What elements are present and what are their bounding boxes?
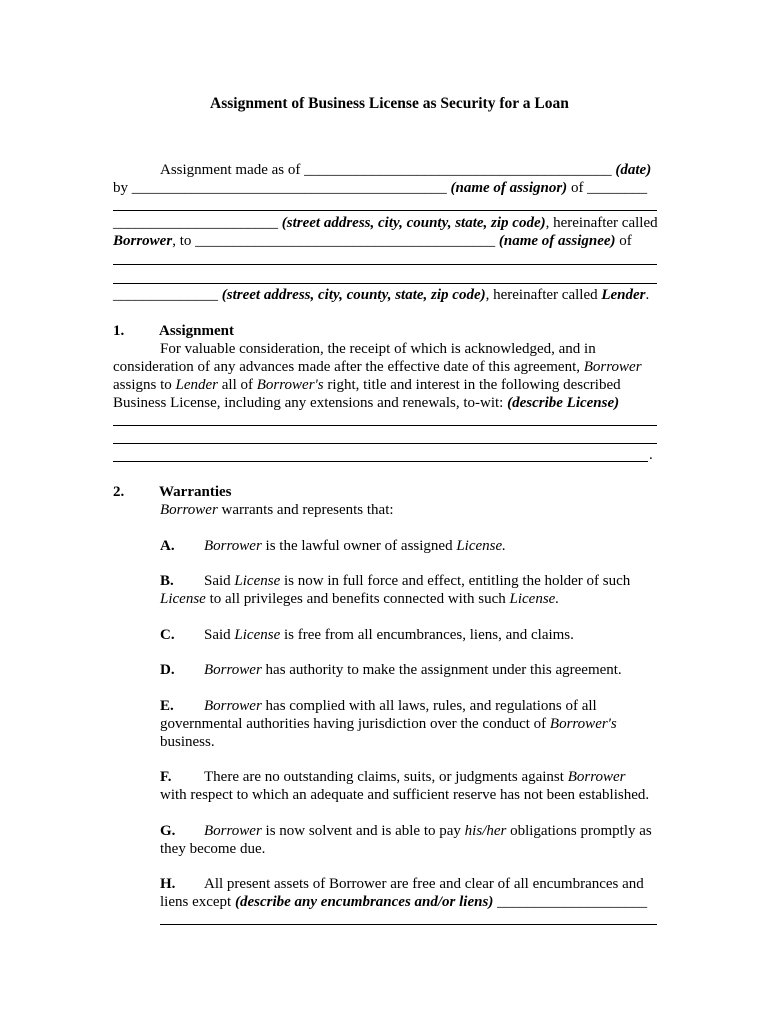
text: is free from all encumbrances, liens, and claims. — [280, 627, 574, 643]
period: . — [649, 447, 653, 463]
text: warrants and represents that: — [217, 502, 394, 518]
text: obligations promptly as — [506, 823, 652, 839]
section-2-intro — [160, 501, 394, 519]
section-title: Assignment — [159, 323, 235, 339]
text: is now solvent and is able to pay — [261, 823, 465, 839]
date-blank[interactable]: _________________________________________ — [304, 162, 612, 178]
intro-line-5 — [113, 286, 649, 304]
intro-text: , hereinafter called — [485, 287, 602, 303]
blank-line[interactable] — [113, 283, 657, 284]
warranty-a — [160, 537, 506, 555]
blank-line[interactable] — [113, 461, 648, 462]
item-label: H. — [160, 876, 176, 892]
license-term: License — [234, 573, 281, 589]
text: has authority to make the assignment under this agreement. — [261, 662, 622, 678]
section-1-text — [113, 394, 619, 412]
text: to all privileges and benefits connected with such — [205, 591, 510, 607]
license-term: License — [160, 591, 206, 607]
text: consideration of any advances made after the effective date of this agreement, — [113, 359, 584, 375]
text: Said — [204, 627, 235, 643]
section-2-heading — [113, 483, 232, 501]
borrower-term: Borrower's — [549, 716, 617, 732]
warranty-h — [160, 875, 644, 893]
text: governmental authorities having jurisdiction over the conduct of — [160, 716, 550, 732]
blank-line[interactable] — [113, 425, 657, 426]
text: liens except — [160, 894, 235, 910]
encumbrances-blank[interactable]: ____________________ — [493, 894, 648, 910]
section-1-text — [113, 358, 642, 376]
intro-text: , hereinafter called — [545, 215, 658, 231]
text: assigns to — [113, 377, 176, 393]
item-label: B. — [160, 573, 174, 589]
intro-line-3 — [113, 214, 658, 232]
borrower-term: Borrower — [567, 769, 626, 785]
borrower-term: Borrower — [113, 233, 173, 249]
license-term: License. — [509, 591, 560, 607]
item-label: E. — [160, 698, 174, 714]
text: Business License, including any extensions and renewals, to-wit: — [113, 395, 508, 411]
text: has complied with all laws, rules, and regulations of all — [261, 698, 597, 714]
warranty-e — [160, 697, 597, 715]
lender-term: Lender — [175, 377, 219, 393]
pronoun-term: his/her — [464, 823, 507, 839]
text: is the lawful owner of assigned — [261, 538, 457, 554]
warranty-b — [160, 572, 631, 590]
address-label: (street address, city, county, state, zip code) — [221, 287, 486, 303]
borrower-term: Borrower — [204, 538, 262, 554]
warranty-e-line-2 — [160, 715, 617, 733]
borrower-term: Borrower — [160, 502, 218, 518]
address-blank[interactable]: ______________ — [113, 287, 218, 303]
item-label: C. — [160, 627, 175, 643]
warranty-d — [160, 661, 622, 679]
warranty-f-line-2: with respect to which an adequate and sufficient reserve has not been established. — [160, 787, 650, 803]
borrower-term: Borrower — [204, 698, 262, 714]
text: all of — [218, 377, 257, 393]
intro-text: of ________ — [567, 180, 648, 196]
intro-text: . — [645, 287, 650, 303]
license-term: License — [234, 627, 281, 643]
warranty-f — [160, 768, 626, 786]
blank-line[interactable] — [113, 264, 657, 265]
address-label: (street address, city, county, state, zip code) — [281, 215, 546, 231]
document-title: Assignment of Business License as Security for a Loan — [210, 95, 569, 112]
assignee-blank[interactable]: , to ________________________________________ — [172, 233, 496, 249]
warranty-g — [160, 822, 652, 840]
item-label: A. — [160, 538, 175, 554]
address-blank[interactable]: ______________________ — [113, 215, 278, 231]
text: Said — [204, 573, 235, 589]
date-label: (date) — [615, 162, 652, 178]
warranty-b-line-2 — [160, 590, 559, 608]
borrower-term: Borrower — [204, 662, 262, 678]
text: right, title and interest in the following described — [323, 377, 621, 393]
intro-text: Assignment made as of — [160, 162, 305, 178]
section-1-text: For valuable consideration, the receipt of which is acknowledged, and in — [160, 341, 596, 357]
describe-license-label: (describe License) — [507, 395, 620, 411]
section-number: 1. — [113, 323, 125, 339]
item-label: F. — [160, 769, 172, 785]
item-label: D. — [160, 662, 175, 678]
assignee-label: (name of assignee) — [498, 233, 616, 249]
text: is now in full force and effect, entitling the holder of such — [280, 573, 631, 589]
section-number: 2. — [113, 484, 125, 500]
borrower-term: Borrower's — [256, 377, 324, 393]
blank-line[interactable] — [113, 443, 657, 444]
intro-line-1 — [160, 161, 651, 179]
section-1-heading — [113, 322, 235, 340]
intro-text: of — [615, 233, 632, 249]
blank-line[interactable] — [113, 210, 657, 211]
borrower-term: Borrower — [583, 359, 642, 375]
intro-text: by — [113, 180, 132, 196]
warranty-c — [160, 626, 574, 644]
item-label: G. — [160, 823, 176, 839]
lender-term: Lender — [601, 287, 646, 303]
encumbrances-label: (describe any encumbrances and/or liens) — [234, 894, 494, 910]
license-term: License. — [456, 538, 506, 554]
section-1-text — [113, 376, 621, 394]
text: All present assets of Borrower are free and clear of all encumbrances and — [204, 876, 644, 892]
warranty-g-line-2: they become due. — [160, 841, 266, 857]
warranty-h-line-2 — [160, 893, 647, 911]
assignor-label: (name of assignor) — [450, 180, 568, 196]
warranty-e-line-3: business. — [160, 734, 215, 750]
intro-line-4 — [113, 232, 632, 250]
assignor-blank[interactable]: __________________________________________ — [131, 180, 447, 196]
section-title: Warranties — [159, 484, 232, 500]
borrower-term: Borrower — [204, 823, 262, 839]
blank-line[interactable] — [160, 924, 657, 925]
intro-line-2 — [113, 179, 647, 197]
text: There are no outstanding claims, suits, or judgments against — [204, 769, 568, 785]
